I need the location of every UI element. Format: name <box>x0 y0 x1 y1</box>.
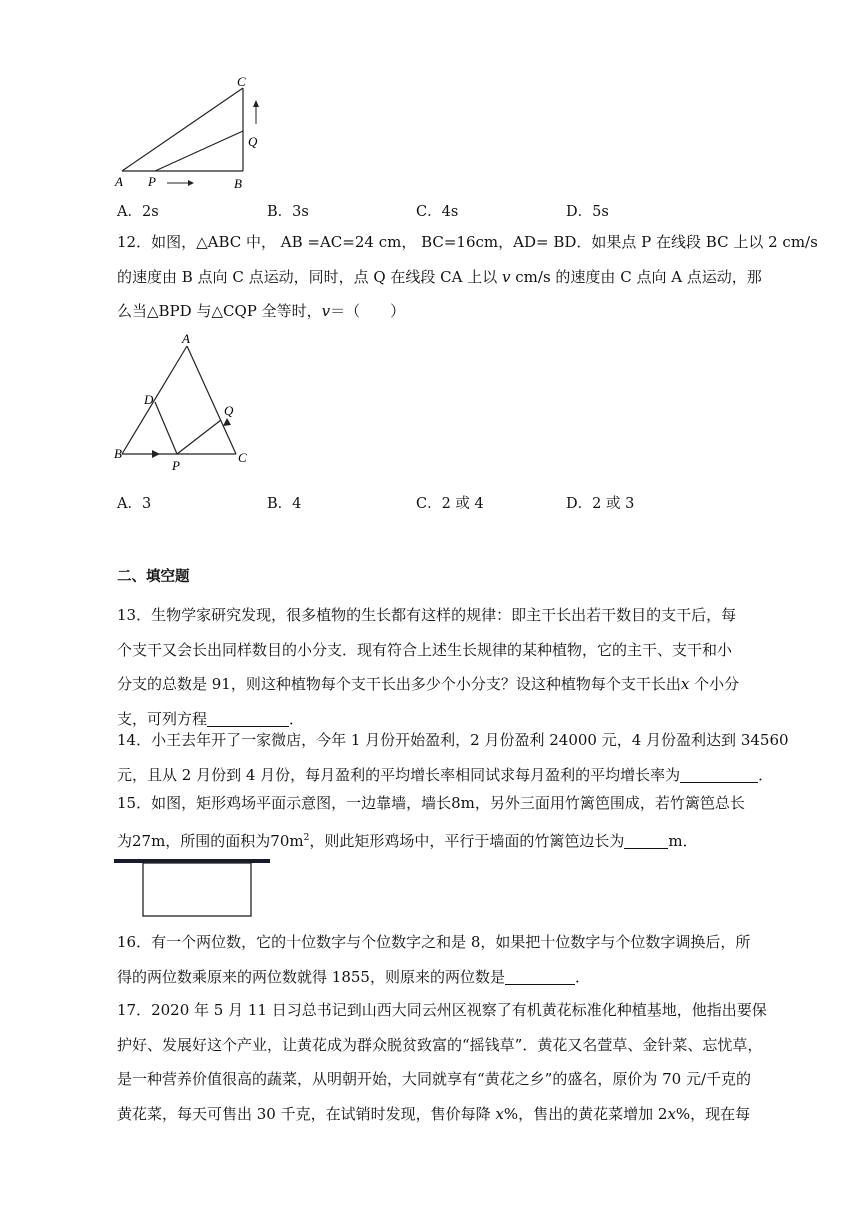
q12-option-a[interactable]: A．3 <box>117 496 152 512</box>
q17-line-4-mid: %，售出的黄花菜增加 2 <box>503 1104 668 1123</box>
q17-line-2: 护好、发展好这个产业，让黄花成为群众脱贫致富的“摇钱草”．黄花又名萱草、金针菜、忘忧草， <box>117 1035 763 1054</box>
q12-triangle-figure <box>110 332 260 474</box>
q16-line-2-text: 得的两位数乘原来的两位数就得 1855，则原来的两位数是 <box>117 967 505 986</box>
q12-line-3-text: 么当△BPD 与△CQP 全等时， <box>117 302 322 320</box>
q12-line-2-text: 的速度由 B 点向 C 点运动，同时，点 Q 在线段 CA 上以 <box>117 267 503 286</box>
q11-options <box>117 200 837 222</box>
q16-line-1: 16．有一个两位数，它的十位数字与个位数字之和是 8，如果把十位数字与个位数字调换后，所 <box>117 933 751 951</box>
label-c: C <box>237 74 246 89</box>
side-ab <box>122 346 187 454</box>
q15-question <box>117 786 743 858</box>
q11-option-c[interactable]: C．4s <box>416 204 459 220</box>
q11-option-a[interactable]: A．2s <box>117 204 159 220</box>
label-b: B <box>114 446 122 461</box>
q17-var-x: x <box>495 1104 504 1123</box>
q15-line-2-tail: m． <box>668 831 698 850</box>
q11-triangle-figure <box>110 74 280 194</box>
arrow-q-head <box>253 100 259 107</box>
label-a: A <box>182 332 190 346</box>
q13-line-1: 13．生物学家研究发现，很多植物的生长都有这样的规律：即主干长出若干数目的支干后，每 <box>117 606 737 624</box>
q11-option-b[interactable]: B．3s <box>267 204 309 220</box>
q15-line-2-mid: ，则此矩形鸡场中，平行于墙面的竹篱笆边长为 <box>309 831 625 850</box>
q13-line-3-text: 分支的总数是 91，则这种植物每个支干长出多少个小分支？设这种植物每个支干长出 <box>117 675 681 693</box>
q17-line-4-tail: %，现在每 <box>675 1104 751 1123</box>
q13-line-4-text: 支，可列方程 <box>117 709 208 728</box>
label-q: Q <box>248 134 258 149</box>
q15-enclosure-figure <box>114 856 274 922</box>
q12-option-d[interactable]: D．2 或 3 <box>566 496 635 512</box>
q12-option-c[interactable]: C．2 或 4 <box>416 496 484 512</box>
label-a: A <box>115 174 123 189</box>
q12-line-2-tail: cm/s 的速度由 C 点向 A 点运动，那 <box>510 267 762 286</box>
arrow-q-head <box>223 418 231 426</box>
label-b: B <box>234 176 242 191</box>
q12-line-3-tail: ＝（ ） <box>330 302 406 320</box>
label-c: C <box>238 450 247 465</box>
q14-line-2-tail: ． <box>758 765 774 784</box>
fence-rectangle <box>143 863 251 916</box>
label-q: Q <box>224 403 234 418</box>
q16-question <box>117 925 751 994</box>
q14-answer-blank[interactable] <box>680 766 758 783</box>
label-p: P <box>172 458 180 473</box>
q17-question <box>117 993 767 1131</box>
q13-line-3 <box>117 667 743 702</box>
segment-pq <box>177 420 221 454</box>
q12-options <box>117 492 837 514</box>
q13-var-x: x <box>680 675 690 693</box>
q15-line-2 <box>117 821 743 859</box>
q12-line-1: 12．如图，△ABC 中， AB =AC=24 cm， BC=16cm，AD= BD．如果点 P 在线段 BC 上以 2 cm/s <box>117 233 818 251</box>
q11-option-d[interactable]: D．5s <box>566 204 609 220</box>
q12-var-v-2: v <box>321 302 331 320</box>
q13-line-4-tail: ． <box>289 709 305 728</box>
q12-question <box>117 225 818 329</box>
arrow-p-head <box>188 180 194 186</box>
q12-var-v: v <box>502 267 511 286</box>
q14-question <box>117 723 789 792</box>
q15-superscript: 2 <box>303 832 310 843</box>
q17-line-4 <box>117 1097 751 1132</box>
q15-answer-blank[interactable] <box>624 832 668 849</box>
q13-line-2: 个支干又会长出同样数目的小分支．现有符合上述生长规律的某种植物，它的主干、支干和小 <box>117 640 733 659</box>
label-d: D <box>144 392 154 407</box>
q15-line-2-text: 为27m，所围的面积为70m <box>117 831 304 850</box>
segment-pq <box>155 131 243 171</box>
q16-line-2-tail: ． <box>574 967 590 986</box>
q16-line-2 <box>117 960 743 995</box>
label-p: P <box>148 174 156 189</box>
q16-answer-blank[interactable] <box>505 968 575 985</box>
q14-line-1: 14．小王去年开了一家微店，今年 1 月份开始盈利，2 月份盈利 24000 元，4 月份盈利达到 34560 <box>117 731 789 749</box>
q12-line-3 <box>117 294 743 329</box>
arrow-p-head <box>152 450 160 458</box>
section-fill-in-heading: 二、填空题 <box>117 569 190 585</box>
q13-line-3-tail: 个小分 <box>689 675 740 693</box>
q17-line-4-text: 黄花菜，每天可售出 30 千克，在试销时发现，售价每降 <box>117 1104 496 1123</box>
q17-line-3: 是一种营养价值很高的蔬菜，从明朝开始，大同就享有“黄花之乡”的盛名，原价为 70 元/千克的 <box>117 1070 752 1088</box>
q15-line-1: 15．如图，矩形鸡场平面示意图，一边靠墙，墙长8m，另外三面用竹篱笆围成，若竹篱笆总长 <box>117 794 745 812</box>
q17-var-x-2: x <box>667 1104 676 1123</box>
segment-dp <box>155 402 177 454</box>
q14-line-2-text: 元，且从 2 月份到 4 月份，每月盈利的平均增长率相同试求每月盈利的平均增长率为 <box>117 765 681 784</box>
q13-question <box>117 598 743 736</box>
q12-line-2 <box>117 260 762 295</box>
q12-option-b[interactable]: B．4 <box>267 496 302 512</box>
side-ac <box>187 346 236 454</box>
q17-line-1: 17．2020 年 5 月 11 日习总书记到山西大同云州区视察了有机黄花标准化种植基地，他指出要保 <box>117 1001 767 1019</box>
